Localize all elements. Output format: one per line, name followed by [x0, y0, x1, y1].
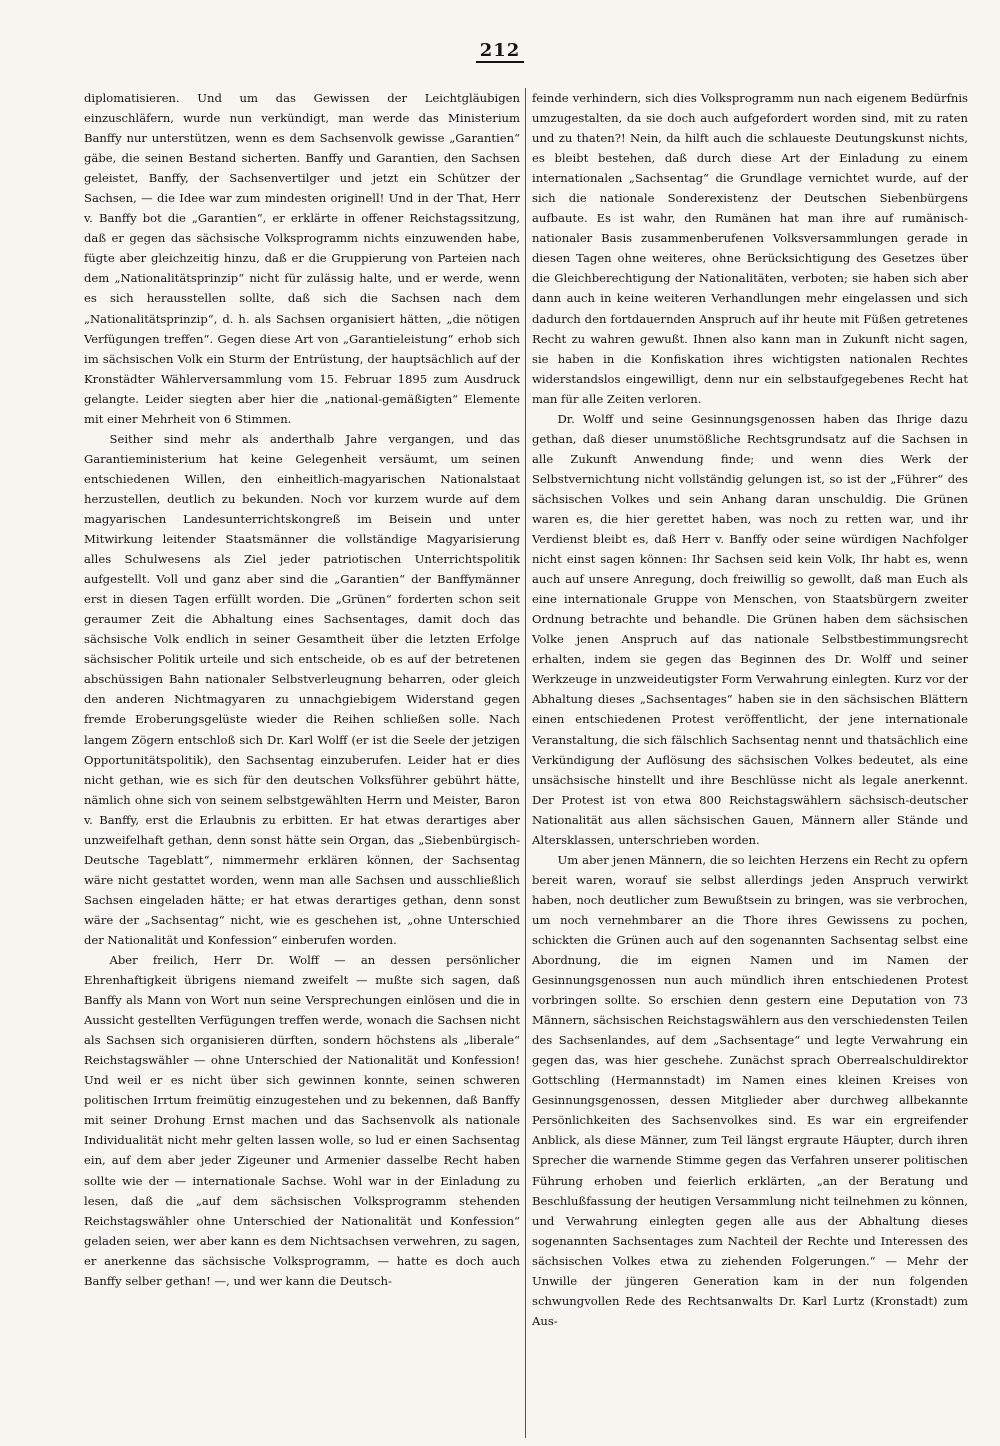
paragraph: Seither sind mehr als anderthalb Jahre vergangen, und das Garantieministerium hat keine Gelegenheit versäumt, um seinen entschiedenen Willen, den einheitlich-magyarischen Nationalstaat herzustellen, deutlich zu bekunden. Noch vor kurzem wurde auf dem magyarischen Landesunterrichtskongreß im Beisein und unter Mitwirkung leitender Staatsmänner die vollständige Magyarisierung alles Schulwesens als Ziel jeder patriotischen Unterrichtspolitik aufgestellt. Voll und ganz aber sind die „Garantien“ der Banffymänner erst in diesen Tagen erfüllt worden. Die „Grünen“ forderten schon seit geraumer Zeit die Abhaltung eines Sachsentages, damit doch das sächsische Volk endlich in seiner Gesamtheit über die letzten Erfolge sächsischer Politik urteile und sich entscheide, ob es auf der betretenen abschüssigen Bahn nationaler Selbstverleugnung beharren, oder gleich den anderen Nichtmagyaren zu unnachgiebigem Widerstand gegen fremde Eroberungsgelüste wieder die Reihen schließen solle. Nach langem Zögern entschloß sich Dr. Karl Wolff (er ist die Seele der jetzigen Opportunitätspolitik), den Sachsentag einzuberufen. Leider hat er dies nicht gethan, wie es sich für den deutschen Volksführer gebührt hätte, nämlich ohne sich von seinem selbstgewählten Herrn und Meister, Baron v. Banffy, erst die Erlaubnis zu erbitten. Er hat etwas derartiges aber unzweifelhaft gethan, denn sonst hätte sein Organ, das „Siebenbürgisch-Deutsche Tageblatt“, nimmermehr erklären können, der Sachsentag wäre nicht gestattet worden, wenn man alle Sachsen und ausschließlich Sachsen eingeladen hätte; er hat etwas derartiges gethan, denn sonst wäre der „Sachsentag“ nicht, wie es geschehen ist, „ohne Unterschied der Nationalität und Konfession“ einberufen worden. — [84, 431, 520, 947]
column-divider — [525, 88, 526, 1438]
paragraph: Dr. Wolff und seine Gesinnungsgenossen haben das Ihrige dazu gethan, daß dieser unumstößliche Rechtsgrundsatz auf die Sachsen in alle Zukunft Anwendung finde; und wenn dies Werk der Selbstvernichtung nicht vollständig gelungen ist, so ist der „Führer“ des sächsischen Volkes und sein Anhang daran unschuldig. Die Grünen waren es, die hier gerettet haben, was noch zu retten war, und ihr Verdienst bleibt es, daß Herr v. Banffy oder seine würdigen Nachfolger nicht einst sagen können: Ihr Sachsen seid kein Volk, Ihr habt es, wenn auch auf unsere Anregung, doch freiwillig so gewollt, daß man Euch als eine internationale Gruppe von Menschen, von Staatsbürgern zweiter Ordnung betrachte und behandle. Die Grünen haben dem sächsischen Volke jenen Anspruch auf das nationale Selbstbestimmungsrecht erhalten, indem sie gegen das Beginnen des Dr. Wolff und seiner Werkzeuge in unzweideutigster Form Verwahrung einlegten. Kurz vor der Abhaltung dieses „Sachsentages“ haben sie in den sächsischen Blättern einen entschiedenen Protest veröffentlicht, der jene internationale Veranstaltung, die sich fälschlich Sachsentag nennt und thatsächlich eine Verkündigung der Auflösung des sächsischen Volkes bedeutet, als eine unsächsische hinstellt und ihre Beschlüsse nicht als legale anerkennt. Der Protest ist von etwa 800 Reichstagswählern sächsisch-deutscher Nationalität aus allen sächsischen Gauen, Männern aller Stände und Altersklassen, unterschrieben worden. — [532, 411, 968, 847]
paragraph: feinde verhindern, sich dies Volksprogramm nun nach eigenem Bedürfnis umzugestalten, da sie doch auch aufgefordert worden sind, mit zu raten und zu thaten?! Nein, da hilft auch die schlaueste Deutungskunst nichts, es bleibt bestehen, daß durch diese Art der Einladung zu einem internationalen „Sachsentag“ die Grundlage vernichtet wurde, auf der sich die nationale Sonderexistenz der Deutschen Siebenbürgens aufbaute. Es ist wahr, den Rumänen hat man ihre auf rumänisch-nationaler Basis zusammenberufenen Volksversammlungen gerade in diesen Tagen ohne weiteres, ohne Berücksichtigung des Gesetzes über die Gleichberechtigung der Nationalitäten, verboten; sie haben sich aber dann auch in keine weiteren Verhandlungen mehr eingelassen und sich dadurch den fortdauernden Anspruch auf ihr heute mit Füßen getretenes Recht zu wahren gewußt. Ihnen also kann man in Zukunft nicht sagen, sie haben in die Konfiskation ihres wichtigsten nationalen Rechtes widerstandslos eingewilligt, denn nur ein selbstaufgegebenes Recht hat man für alle Zeiten verloren. — [532, 91, 968, 406]
right-column — [532, 88, 968, 1438]
left-column — [84, 88, 520, 1438]
paragraph: Um aber jenen Männern, die so leichten Herzens ein Recht zu opfern bereit waren, worauf sie selbst allerdings jeden Anspruch verwirkt haben, noch deutlicher zum Bewußtsein zu bringen, was sie verbrochen, um noch vernehmbarer an die Thore ihres Gewissens zu pochen, schickten die Grünen auch auf den sogenannten Sachsentag selbst eine Abordnung, die im eignen Namen und im Namen der Gesinnungsgenossen nun auch mündlich ihren entschiedenen Protest vorbringen sollte. So erschien denn gestern eine Deputation von 73 Männern, sächsischen Reichstagswählern aus den verschiedensten Teilen des Sachsenlandes, auf dem „Sachsentage“ und legte Verwahrung ein gegen das, was hier geschehe. Zunächst sprach Oberrealschuldirektor Gottschling (Hermannstadt) im Namen eines kleinen Kreises von Gesinnungsgenossen, dessen Mitglieder aber durchweg allbekannte Persönlichkeiten des Sachsenvolkes sind. Es war ein ergreifender Anblick, als diese Männer, zum Teil längst ergraute Häupter, durch ihren Sprecher die warnende Stimme gegen das Verfahren unserer politischen Führung erhoben und feierlich erklärten, „an der Beratung und Beschlußfassung der heutigen Versammlung nicht teilnehmen zu können, und Verwahrung einlegten gegen alle aus der Abhaltung dieses sogenannten Sachsentages zum Nachteil der Rechte und Interessen des sächsischen Volkes etwa zu ziehenden Folgerungen.“ — Mehr der Unwille der jüngeren Generation kam in der nun folgenden schwungvollen Rede des Rechtsanwalts Dr. Karl Lurtz (Kronstadt) zum Aus- — [532, 852, 968, 1328]
paragraph: Aber freilich, Herr Dr. Wolff — an dessen persönlicher Ehrenhaftigkeit übrigens niemand zweifelt — mußte sich sagen, daß Banffy als Mann von Wort nun seine Versprechungen einlösen und die in Aussicht gestellten Verfügungen treffen werde, wonach die Sachsen nicht als Sachsen sich organisieren dürften, sondern höchstens als „liberale“ Reichstagswähler — ohne Unterschied der Nationalität und Konfession! Und weil er es nicht über sich gewinnen konnte, seinen schweren politischen Irrtum freimütig einzugestehen und zu bekennen, daß Banffy mit seiner Drohung Ernst machen und das Sachsenvolk als nationale Individualität nicht mehr gelten lassen wolle, so lud er einen Sachsentag ein, auf dem aber jeder Zigeuner und Armenier dasselbe Recht haben sollte wie der — internationale Sachse. Wohl war in der Einladung zu lesen, daß die „auf dem sächsischen Volksprogramm stehenden Reichstagswähler ohne Unterschied der Nationalität und Konfession“ geladen seien, wer aber kann es dem Nichtsachsen verwehren, zu sagen, er anerkenne das sächsische Volksprogramm, — hatte es doch auch Banffy selber gethan! —, und wer kann die Deutsch- — [84, 953, 520, 1288]
paragraph: diplomatisieren. Und um das Gewissen der Leichtgläubigen einzuschläfern, wurde nun verkündigt, man werde das Ministerium Banffy nur unterstützen, wenn es dem Sachsenvolk gewisse „Garantien“ gäbe, die seinen Bestand sicherten. Banffy und Garantien, den Sachsen geleistet, Banffy, der Sachsenvertilger und jetzt ein Schützer der Sachsen, — die Idee war zum mindesten originell! Und in der That, Herr v. Banffy bot die „Garantien“, er erklärte in offener Reichstagssitzung, daß er gegen das sächsische Volksprogramm nichts einzuwenden habe, fügte aber gleichzeitig hinzu, daß er die Gruppierung von Parteien nach dem „Nationalitätsprinzip“ nicht für zulässig halte, und er werde, wenn es sich herausstellen sollte, daß sich die Sachsen nach dem „Nationalitätsprinzip“, d. h. als Sachsen organisiert hätten, „die nötigen Verfügungen treffen“. Gegen diese Art von „Garantieleistung“ erhob sich im sächsischen Volk ein Sturm der Entrüstung, der hauptsächlich auf der Kronstädter Wählerversammlung vom 15. Februar 1895 zum Ausdruck gelangte. Leider siegten aber hier die „national-gemäßigten“ Elemente mit einer Mehrheit von 6 Stimmen. — [84, 91, 520, 426]
page-number: 212 — [0, 40, 1000, 61]
